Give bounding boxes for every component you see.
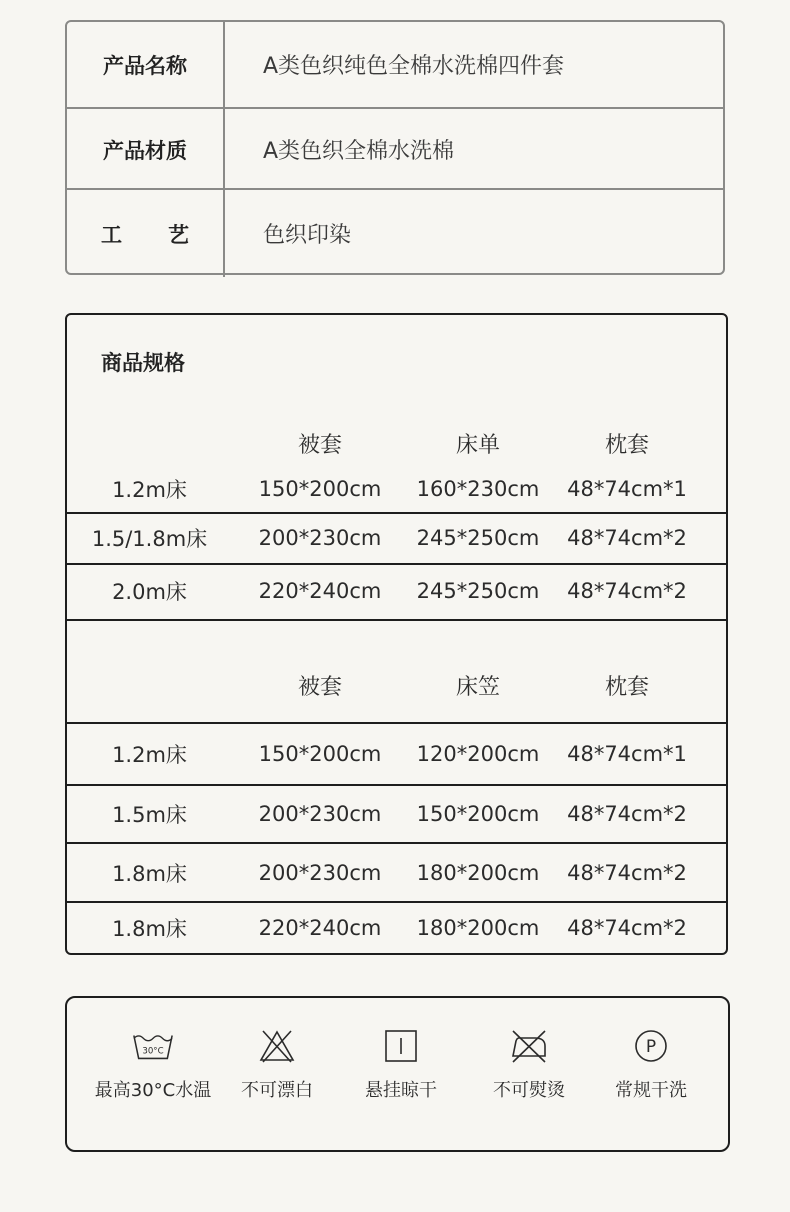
table1-header-pillowcase: 枕套 (604, 432, 649, 458)
care-item-hang-dry (336, 1026, 466, 1102)
fitted-sheet-size: 150*200cm (416, 802, 540, 826)
table-row (67, 786, 726, 842)
duvet-size: 220*240cm (258, 916, 382, 940)
row-divider (67, 619, 726, 621)
product-name-row (67, 22, 723, 107)
product-name-label: 产品名称 (103, 53, 187, 78)
table1-header-sheet: 床单 (455, 432, 500, 458)
table2-header-duvet: 被套 (297, 674, 342, 700)
duvet-size: 150*200cm (258, 742, 382, 766)
product-craft-label (67, 190, 223, 277)
sheet-size: 245*250cm (416, 579, 540, 603)
bed-size: 1.8m床 (112, 861, 187, 886)
pillowcase-size: 48*74cm*1 (567, 742, 687, 766)
fitted-sheet-size: 180*200cm (416, 860, 540, 885)
sheet-size: 245*250cm (416, 526, 540, 550)
care-item-iron (464, 1026, 594, 1102)
duvet-size: 150*200cm (258, 477, 382, 501)
column-divider (223, 190, 225, 277)
table-row (67, 514, 726, 562)
pillowcase-size: 48*74cm*1 (567, 477, 687, 501)
bed-size: 1.2m床 (112, 478, 187, 502)
no-bleach-icon (255, 1026, 299, 1066)
craft-label-char-2: 艺 (168, 222, 189, 247)
care-instructions (65, 996, 730, 1152)
care-label: 常规干洗 (615, 1080, 687, 1101)
bed-size: 1.5/1.8m床 (91, 527, 208, 551)
duvet-size: 200*230cm (258, 860, 382, 885)
product-info-table (65, 20, 725, 275)
product-material-value: A类色织全棉水洗棉 (263, 139, 455, 164)
bed-size: 1.5m床 (112, 803, 187, 827)
table-row (67, 467, 726, 511)
table-row (67, 903, 726, 953)
care-label: 最高30°C水温 (94, 1080, 212, 1101)
pillowcase-size: 48*74cm*2 (567, 860, 687, 885)
dry-clean-letter: P (645, 1037, 657, 1057)
pillowcase-size: 48*74cm*2 (567, 802, 687, 826)
table2-header-row (67, 659, 726, 711)
product-material-label: 产品材质 (103, 138, 187, 163)
table-row (67, 844, 726, 901)
product-name-value: A类色织纯色全棉水洗棉四件套 (263, 54, 565, 79)
care-label: 不可熨烫 (493, 1080, 565, 1101)
care-label: 不可漂白 (241, 1080, 313, 1101)
table1-header-duvet: 被套 (297, 432, 342, 458)
table-row (67, 724, 726, 784)
bed-size: 1.2m床 (112, 743, 187, 767)
care-label: 悬挂晾干 (365, 1080, 437, 1101)
no-iron-icon (507, 1026, 551, 1066)
fitted-sheet-size: 120*200cm (416, 742, 540, 766)
wash-30-icon (131, 1026, 175, 1066)
bed-size: 2.0m床 (112, 580, 187, 604)
column-divider (223, 22, 225, 107)
care-item-bleach (212, 1026, 342, 1102)
dry-clean-p-icon (629, 1026, 673, 1066)
table1-header-row (67, 423, 726, 463)
pillowcase-size: 48*74cm*2 (567, 916, 687, 940)
column-divider (223, 109, 225, 190)
table2-header-fitted-sheet: 床笠 (455, 674, 500, 700)
table2-header-pillowcase: 枕套 (604, 674, 649, 700)
product-craft-value: 色织印染 (263, 223, 352, 248)
duvet-size: 200*230cm (258, 802, 382, 826)
hang-dry-icon (379, 1026, 423, 1066)
care-item-dry-clean (586, 1026, 716, 1102)
care-item-wash (88, 1026, 218, 1102)
product-material-row (67, 107, 723, 190)
product-craft-row (67, 188, 723, 277)
pillowcase-size: 48*74cm*2 (567, 579, 687, 603)
spec-table (65, 313, 728, 955)
duvet-size: 200*230cm (258, 526, 382, 550)
pillowcase-size: 48*74cm*2 (567, 526, 687, 550)
bed-size: 1.8m床 (112, 917, 187, 941)
sheet-size: 160*230cm (416, 477, 540, 501)
fitted-sheet-size: 180*200cm (416, 916, 540, 940)
craft-label-char-1: 工 (101, 222, 122, 247)
duvet-size: 220*240cm (258, 579, 382, 603)
spec-title: 商品规格 (101, 351, 185, 375)
table-row (67, 565, 726, 617)
wash-temp-text: 30°C (142, 1046, 164, 1057)
